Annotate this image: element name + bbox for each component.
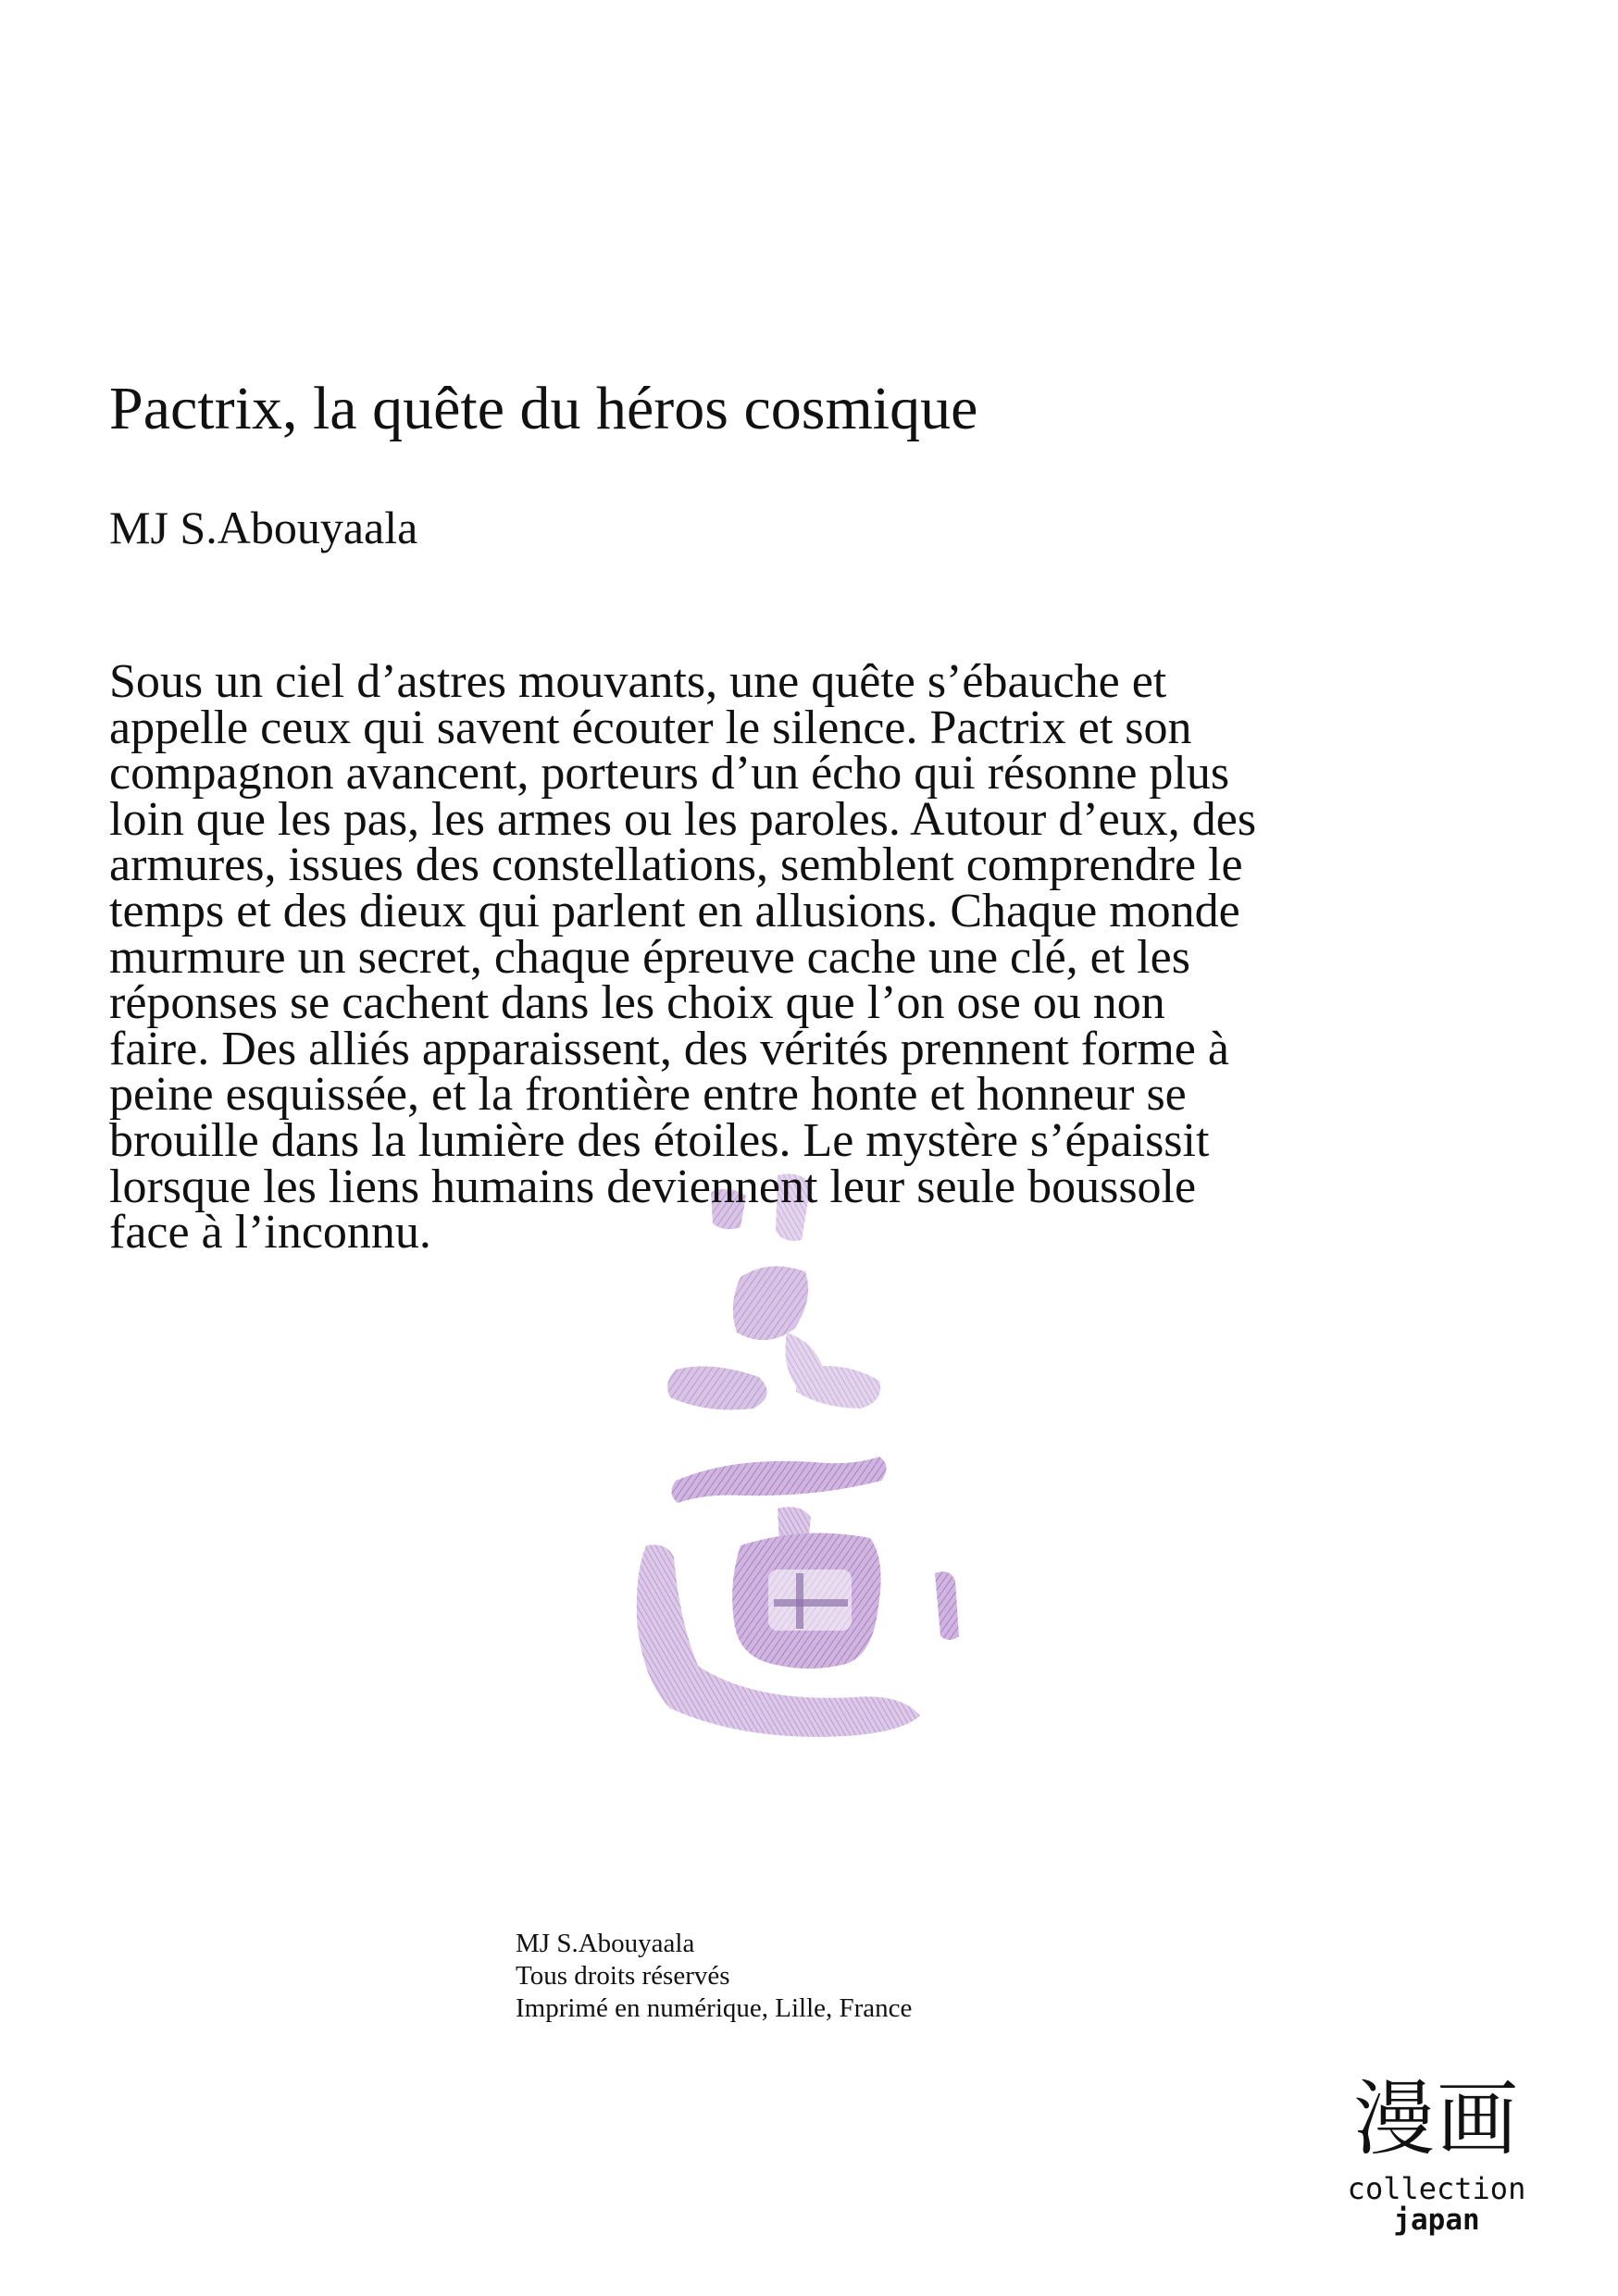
- book-blurb: Sous un ciel d’astres mouvants, une quête s’ébauche et appelle ceux qui savent écouter le silence. Pactrix et son compagnon avancent, porteurs d’un écho qui résonne plus loin que les pas, les armes ou les paroles. Autour d’eux, des armures, issues des constellations, semblent comprendre le temps et des dieux qui parlent en allusions. Chaque monde murmure un secret, chaque épreuve cache une clé, et les réponses se cachent dans les choix que l’on ose ou non faire. Des alliés apparaissent, des vérités prennent forme à peine esquissée, et la frontière entre honte et honneur se brouille dans la lumière des étoiles. Le mystère s’épaissit lorsque les liens humains deviennent leur seule boussole face à l’inconnu.: [109, 655, 1257, 1260]
- logo-kanji: 漫画: [1352, 2071, 1520, 2166]
- collection-logo: [1344, 2073, 1529, 2258]
- colophon: [516, 1928, 912, 2025]
- logo-japan-label: japan: [1393, 2203, 1480, 2237]
- colophon-printing: Imprimé en numérique, Lille, France: [516, 1993, 913, 2023]
- colophon-author: MJ S.Abouyaala: [516, 1929, 695, 1958]
- book-author: MJ S.Abouyaala: [109, 502, 418, 553]
- book-title: Pactrix, la quête du héros cosmique: [109, 375, 978, 442]
- logo-collection-label: collection: [1347, 2171, 1526, 2206]
- lower-kanji-strokes: [637, 1457, 959, 1737]
- colophon-rights: Tous droits réservés: [516, 1961, 730, 1991]
